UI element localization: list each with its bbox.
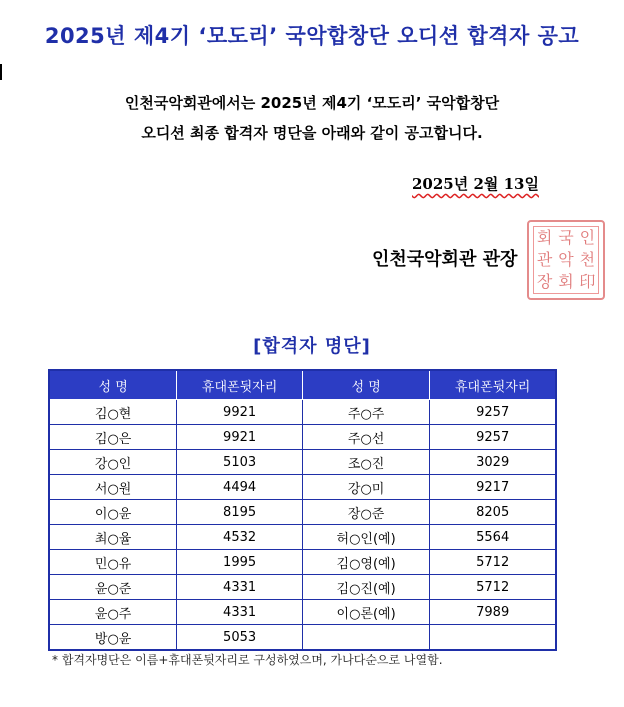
cell-name: 장○준 (302, 500, 429, 525)
text-cursor (0, 64, 2, 80)
issuer-name: 인천국악회관 관장 (372, 249, 518, 270)
cell-phone: 8205 (430, 500, 556, 525)
cell-name: 허○인(예) (302, 525, 429, 550)
cell-name: 윤○주 (49, 600, 177, 625)
cell-name: 민○유 (49, 550, 177, 575)
notice-date: 2025년 2월 13일 (412, 175, 539, 193)
list-heading: [합격자 명단] (253, 336, 371, 357)
table-row (49, 500, 556, 525)
cell-name: 조○진 (302, 450, 429, 475)
cell-name: 이○윤 (49, 500, 177, 525)
table-row (49, 525, 556, 550)
cell-phone: 9921 (177, 425, 303, 450)
cell-name: 강○인 (49, 450, 177, 475)
header-phone-1: 휴대폰뒷자리 (177, 370, 303, 400)
table-header-row (49, 370, 556, 400)
cell-phone: 5712 (430, 575, 556, 600)
cell-phone: 4331 (177, 600, 303, 625)
cell-name: 서○원 (49, 475, 177, 500)
cell-name: 방○윤 (49, 625, 177, 651)
cell-phone: 4494 (177, 475, 303, 500)
cell-phone: 5103 (177, 450, 303, 475)
cell-name (302, 625, 429, 651)
cell-phone (430, 625, 556, 651)
cell-name: 강○미 (302, 475, 429, 500)
header-name-2: 성 명 (302, 370, 429, 400)
cell-name: 윤○준 (49, 575, 177, 600)
cell-phone: 9257 (430, 400, 556, 425)
table-row (49, 400, 556, 425)
cell-phone: 3029 (430, 450, 556, 475)
intro-line-2: 오디션 최종 합격자 명단을 아래와 같이 공고합니다. (141, 124, 483, 142)
header-phone-2: 휴대폰뒷자리 (430, 370, 556, 400)
cell-name: 김○은 (49, 425, 177, 450)
cell-phone: 5564 (430, 525, 556, 550)
cell-name: 김○영(예) (302, 550, 429, 575)
intro-text (0, 88, 624, 148)
cell-phone: 9217 (430, 475, 556, 500)
table-row (49, 450, 556, 475)
cell-phone: 8195 (177, 500, 303, 525)
table-row (49, 600, 556, 625)
cell-name: 최○율 (49, 525, 177, 550)
intro-line-1: 인천국악회관에서는 2025년 제4기 ‘모도리’ 국악합창단 (124, 94, 500, 112)
cell-name: 주○주 (302, 400, 429, 425)
results-table (48, 369, 557, 651)
cell-phone: 9257 (430, 425, 556, 450)
table-row (49, 550, 556, 575)
cell-name: 주○선 (302, 425, 429, 450)
cell-phone: 4331 (177, 575, 303, 600)
cell-phone: 4532 (177, 525, 303, 550)
cell-phone: 9921 (177, 400, 303, 425)
cell-phone: 5053 (177, 625, 303, 651)
table-row (49, 575, 556, 600)
table-row (49, 625, 556, 651)
cell-phone: 7989 (430, 600, 556, 625)
cell-phone: 1995 (177, 550, 303, 575)
official-seal-icon: 회 국 인 관 악 천 장 회 印 (527, 220, 605, 300)
header-name-1: 성 명 (49, 370, 177, 400)
cell-name: 김○진(예) (302, 575, 429, 600)
notice-title: 2025년 제4기 ‘모도리’ 국악합창단 오디션 합격자 공고 (44, 24, 580, 48)
cell-name: 김○현 (49, 400, 177, 425)
cell-phone: 5712 (430, 550, 556, 575)
cell-name: 이○론(예) (302, 600, 429, 625)
table-row (49, 425, 556, 450)
footnote: * 합격자명단은 이름+휴대폰뒷자리로 구성하였으며, 가나다순으로 나열함. (52, 653, 443, 667)
table-row (49, 475, 556, 500)
